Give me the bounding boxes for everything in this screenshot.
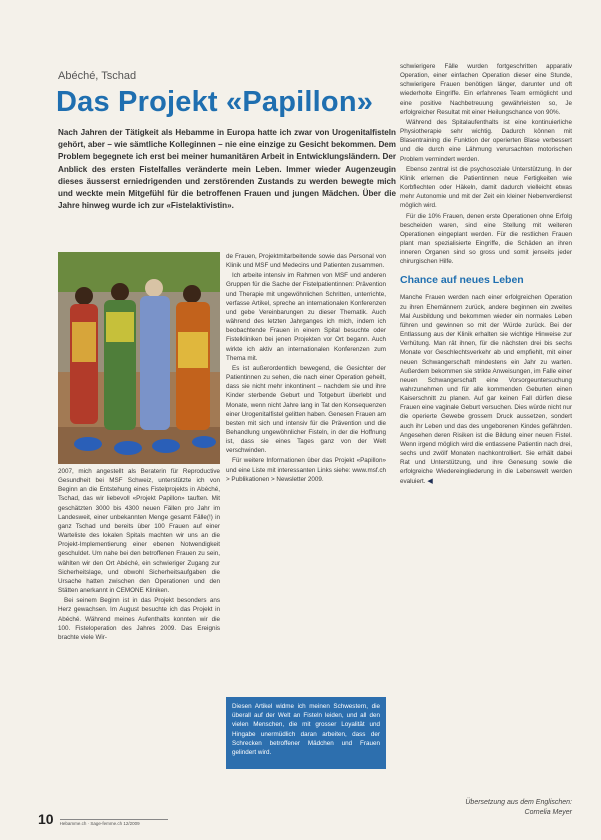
- footer-publication: Hebamme.ch · Sage-femme.ch 12/2009: [60, 819, 168, 827]
- article-lead: Nach Jahren der Tätigkeit als Hebamme in Europa hatte ich zwar von Urogenitalfisteln gehört, aber – wie sämtliche Kolleginnen – nie eine einzige zu Gesicht bekommen. Dem Problem begegnete ich erst bei meiner humanitären Arbeit in Entwicklungsländern. Der Anblick des ersten Fistelfalles veränderte mein Leben. Immer wieder Augenzeugin dieses äusserst erniedrigenden und zerstörenden Zustands zu werden bewegte mich und weckte mein Mitgefühl für die betroffenen Frauen und jungen Mädchen. Über die Jahre hinweg wurde ich zur «Fistelaktivistin».: [58, 128, 396, 211]
- article-column-left: [58, 467, 220, 643]
- body-paragraph: Für die 10% Frauen, denen erste Operationen ohne Erfolg bescheiden waren, sind eine Stellung mit weiteren Operationen eingeplant werden. Für die restlichen Frauen plant man spezialisierte Eingriffe, die Schäden an ihren inneren Organen sind so gross und somit jenseits jeder chirurgischen Hilfe.: [400, 212, 572, 266]
- end-of-article-icon: ◀: [427, 477, 433, 485]
- body-paragraph-text: Manche Frauen werden nach einer erfolgreichen Operation zu ihren Ehemännern zurück, andere beginnen ein zweites Mal Ausbildung und bekommen wieder ein normales Leben führen und gewinnen so mit der Würde zurück. Bei der Entlassung aus der Klinik erhalten sie wichtige Hinweise zur Verhütung. Man rät ihnen, für die nächsten drei bis sechs Monate vor Geschlechtsverkehr ab und empfiehlt, mit einer neuen Schwangerschaft mindestens ein Jahr zu warten. Außerdem bekommen sie strikte Anweisungen, im Falle einer neuen Schwangerschaft eine Vorsorgeuntersuchung wahrzunehmen und für alle kommenden Geburten einen Kaiserschnitt zu planen. Auf gar keinen Fall dürfen diese Frauen eine vaginale Geburt versuchen. Dies würde nicht nur die operierte Gewebe grossem Druck aussetzen, sondert auch ihr Leben und das des ungeborenen Kindes gefährden. Angesehen deren Risiken ist die Bildung einer neuen Fistel. Wenn irgend möglich wird die entlassene Patientin nach drei, sechs und zwölf Monaten nachkontrolliert. Sie erhält dabei Rat und Unterstützung, und ihre Genesung sowie die erfolgreiche Wiedereingliederung in die Lebenswelt werden evaluiert.: [400, 294, 572, 485]
- translator-name: Cornelia Meyer: [524, 809, 572, 816]
- body-paragraph: de Frauen, Projektmitarbeitende sowie das Personal von Klinik und MSF und Medecins und Patienten zusammen.: [226, 253, 386, 270]
- photo-women-group: [58, 252, 220, 464]
- dedication-box: Diesen Artikel widme ich meinen Schwestern, die überall auf der Welt an Fisteln leiden, und all den vielen Menschen, die mit grosser Loyalität und Hingabe unermüdlich daran arbeiten, dass der Schrecken betroffener Mädchen und Frauen gelindert wird.: [226, 697, 386, 769]
- article-column-right: [400, 62, 572, 487]
- body-paragraph: Während des Spitalaufenthalts ist eine kontinuierliche Physiotherapie sehr wichtig. Dadurch können mit Blasentraining die Funktion der operierten Blase verbessert und die durch eine Lähmung verursachten motorischen Problem vermindert werden.: [400, 118, 572, 163]
- body-paragraph: Für weitere Informationen über das Projekt «Papillon» und eine Liste mit interessanten Links siehe: www.msf.ch > Publikationen > Newsletter 2009.: [226, 457, 386, 483]
- body-paragraph: 2007, mich angestellt als Beraterin für Reproductive Gesundheit bei MSF Schweiz, unterstützte ich von Beginn an die Entstehung eines Fistelprojekts in Abéché, Tschad, das wir liebevoll «Projekt Papillon» tauften. Mit geschätzten 3000 bis 4300 neuen Fällen pro Jahr im Landesweit, einer unbekannten Menge gesamt Fälle(!) in ganz Tschad und bereits über 100 Frauen auf einer Warteliste des lokalen Spitals machten wir uns an die Projekt-Implementierung einer ebenen Notwendigkeit geschuldet. Um nahe bei den betroffenen Frauen zu sein, wählten wir den Ort Abéché, ein schwieriger Zugang zur Sicherheitslage, und obwohl Sicherheitsaufgaben die Ursache hatten zwischen den Operationen und den Stätten anerkannt in CEMONE Kliniken.: [58, 468, 220, 595]
- body-paragraph: Ebenso zentral ist die psychosoziale Unterstützung. In der Klinik erlernen die Patientinnen neue Fertigkeiten wie Korbflechten oder Häkeln, damit dadurch vielleicht etwas mehr Autonomie und mit der Zeit ein kleiner Nebenverdienst möglich wird.: [400, 165, 572, 210]
- article-column-middle: [226, 252, 386, 485]
- body-paragraph: [400, 293, 572, 485]
- section-subheading: Chance auf neues Leben: [400, 274, 524, 287]
- body-paragraph: Es ist außerordentlich bewegend, die Gesichter der Patientinnen zu sehen, die nach einer Operation geheilt, dass sie nicht mehr inkontinent – nachdem sie und ihre Kinder sterbende Geburt und Totgeburt überlebt und Monate, wenn nicht Jahre lang in Tat den Konsequenzen einer Urogenitalfistel gelitten haben. Genesen Frauen am besten mit sich und intensiv für die Prävention und die Behandlung ungewöhnlicher Fisteln, in der die Hoffnung ist, dass sie eines Tages ganz von der Welt verschwinden.: [226, 364, 386, 455]
- article-headline: Das Projekt «Papillon»: [56, 86, 374, 118]
- translation-credit: [400, 798, 572, 818]
- page-number: 10: [38, 811, 54, 827]
- translation-credit-line: Übersetzung aus dem Englischen:: [465, 799, 572, 806]
- photo-illustration: [58, 252, 220, 464]
- article-location-kicker: Abéché, Tschad: [58, 70, 137, 82]
- page-footer: [38, 812, 168, 826]
- body-paragraph: Bei seinem Beginn ist in das Projekt besonders ans Herz gewachsen. Im August besuchte ich das Projekt in Abéché. Während meines Aufenthalts konnten wir die 100. Fisteloperation des Jahres 2009. Das Ereignis brachte viele Wir-: [58, 597, 220, 641]
- body-paragraph: Ich arbeite intensiv im Rahmen von MSF und anderen Gruppen für die Sache der Fistelpatientinnen: Prävention und Therapie mit ungewöhnlichen Schritten, unterrichte, verfasse Artikel, spreche an internationalen Konferenzen und gebe Vereinbarungen zu dieser Thematik. Auch während des letzten Jahrganges ich mich, indem ich beobachtende Frauen in einem Spital besuchte oder Fistelkliniken bei jenen Projekten vor Ort begann. Auch wirkte ich aktiv an internationalen Konferenzen zum Thema mit.: [226, 272, 386, 362]
- body-paragraph: schwierigere Fälle wurden fortgeschritten apparativ Operation, einer einfachen Operation dieser eine Stunde, schwierigere Frauen benötigen länger, darunter und oft wiederholte Eingriffe. Ein erfahrenes Team ermöglicht und eine positive Nachbetreuung gewährleisten so, Je erfolgreicher Resultat mit einer Heilungschance von 90%.: [400, 63, 572, 116]
